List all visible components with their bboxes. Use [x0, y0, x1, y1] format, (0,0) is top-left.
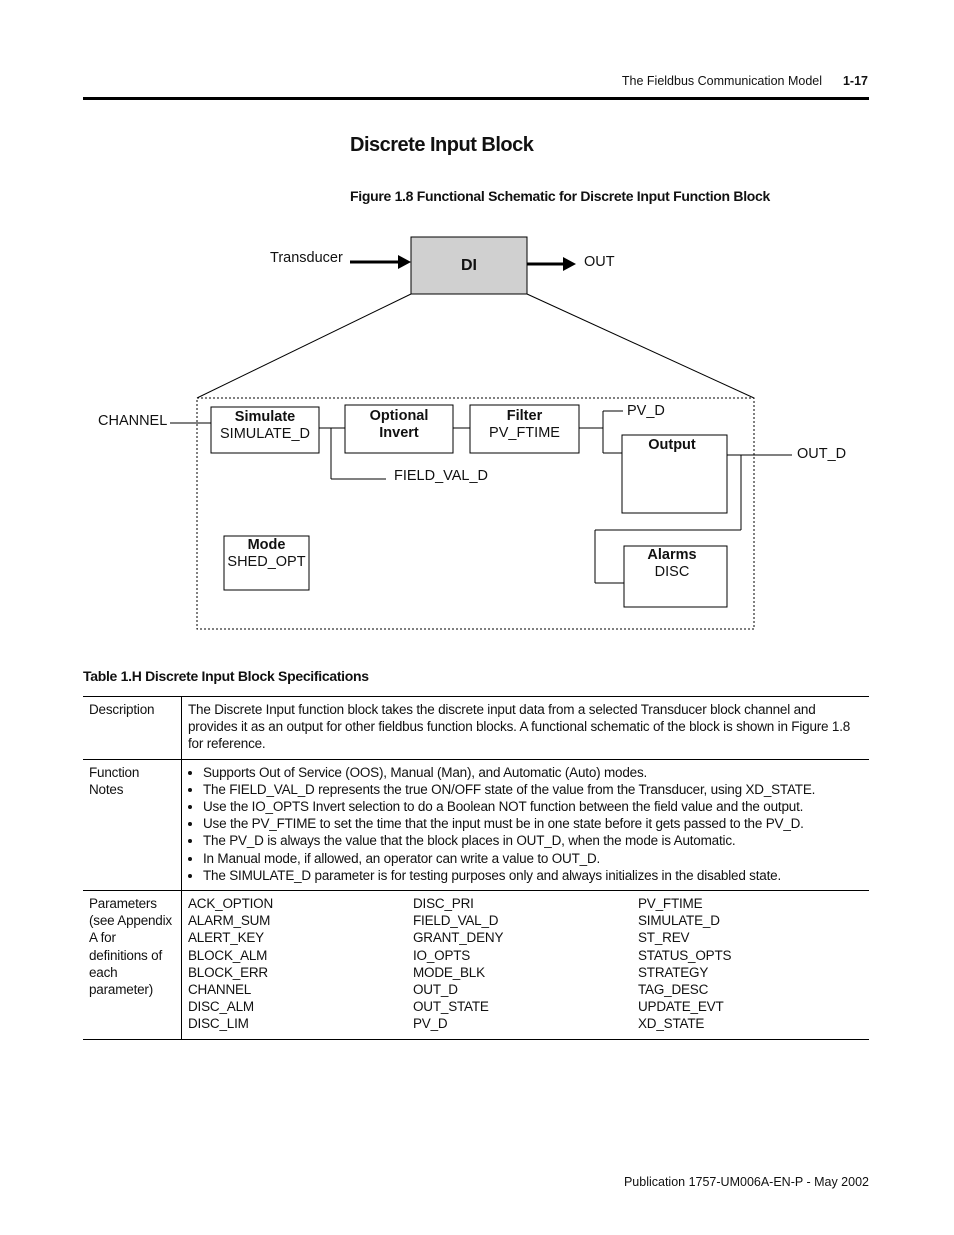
parameter-item: IO_OPTS	[413, 947, 471, 963]
mode-title: Mode	[247, 537, 286, 553]
parameter-item: UPDATE_EVT	[638, 999, 724, 1015]
parameter-item: DISC_LIM	[188, 1016, 249, 1032]
list-item: • In Manual mode, if allowed, an operator can write a value to OUT_D.	[203, 850, 863, 867]
alarms-text	[624, 547, 720, 581]
parameter-column-2	[413, 895, 638, 1033]
parameter-column-1	[188, 895, 413, 1033]
mode-text	[224, 537, 309, 571]
description-label: Description	[83, 697, 182, 760]
parameter-item: BLOCK_ALM	[188, 947, 268, 963]
function-notes-label: Function Notes	[83, 759, 182, 890]
list-item: • The PV_D is always the value that the block places in OUT_D, when the mode is Automatic.	[203, 832, 863, 849]
optional-sub: Invert	[379, 425, 419, 441]
pv-d-label: PV_D	[627, 403, 665, 419]
parameter-item: STRATEGY	[638, 964, 709, 980]
di-block-label: DI	[461, 257, 477, 274]
list-item: • Use the PV_FTIME to set the time that the input must be in one state before it gets passed to the PV_D.	[203, 815, 863, 832]
running-header: The Fieldbus Communication Model	[621, 74, 822, 88]
parameter-item: OUT_D	[413, 982, 458, 998]
parameter-item: ACK_OPTION	[188, 896, 274, 912]
list-item: • The SIMULATE_D parameter is for testing purposes only and always initializes in the disabled state.	[203, 867, 863, 884]
parameter-item: ST_REV	[638, 930, 690, 946]
alarms-title: Alarms	[647, 547, 697, 563]
header-rule	[83, 97, 869, 100]
filter-text	[470, 408, 579, 442]
section-title: Discrete Input Block	[350, 134, 534, 156]
parameters-label: Parameters (see Appendix A for definitions of each parameter)	[83, 891, 182, 1040]
field-val-d-label: FIELD_VAL_D	[394, 468, 489, 484]
specifications-table	[83, 696, 869, 1040]
parameter-item: CHANNEL	[188, 982, 252, 998]
parameter-item: MODE_BLK	[413, 964, 485, 980]
parameter-item: STATUS_OPTS	[638, 947, 732, 963]
list-item: • Supports Out of Service (OOS), Manual (Man), and Automatic (Auto) modes.	[203, 764, 863, 781]
simulate-title: Simulate	[234, 409, 296, 425]
simulate-text	[211, 409, 319, 443]
function-notes-cell	[182, 759, 870, 890]
discrete-input-schematic	[90, 225, 870, 645]
parameter-item: DISC_PRI	[413, 896, 474, 912]
alarms-param: DISC	[654, 564, 690, 580]
parameter-item: DISC_ALM	[188, 999, 254, 1015]
parameter-item: PV_D	[413, 1016, 448, 1032]
mode-param: SHED_OPT	[227, 554, 306, 570]
output-title: Output	[648, 437, 696, 453]
parameter-item: TAG_DESC	[638, 982, 709, 998]
function-notes-list	[188, 764, 863, 884]
list-item: • Use the IO_OPTS Invert selection to do a Boolean NOT function between the field value and the output.	[203, 798, 863, 815]
table-row-description	[83, 697, 869, 760]
figure-caption: Figure 1.8 Functional Schematic for Discrete Input Function Block	[350, 188, 771, 204]
page-number: 1-17	[842, 74, 868, 88]
parameter-item: FIELD_VAL_D	[413, 913, 499, 929]
publication-footer: Publication 1757-UM006A-EN-P - May 2002	[623, 1175, 869, 1189]
optional-title: Optional	[369, 408, 429, 424]
output-text	[622, 437, 722, 454]
parameter-columns	[188, 895, 863, 1033]
table-row-parameters	[83, 891, 869, 1040]
filter-title: Filter	[506, 408, 543, 424]
parameters-cell	[182, 891, 870, 1040]
list-item: • The FIELD_VAL_D represents the true ON/OFF state of the value from the Transducer, using XD_STATE.	[203, 781, 863, 798]
simulate-param: SIMULATE_D	[220, 426, 310, 442]
table-title: Table 1.H Discrete Input Block Specifications	[83, 668, 369, 684]
out-label: OUT	[584, 254, 615, 270]
channel-label: CHANNEL	[98, 413, 168, 429]
table-row-function-notes	[83, 759, 869, 890]
filter-param: PV_FTIME	[489, 425, 560, 441]
description-text: The Discrete Input function block takes the discrete input data from a selected Transducer block channel and provides it as an output for other fieldbus function blocks. A functional schematic of the block is shown in Figure 1.8 for reference.	[188, 702, 851, 752]
parameter-column-3	[638, 895, 863, 1033]
parameter-item: ALERT_KEY	[188, 930, 264, 946]
parameter-item: OUT_STATE	[413, 999, 489, 1015]
parameter-item: BLOCK_ERR	[188, 964, 268, 980]
parameter-item: PV_FTIME	[638, 896, 703, 912]
parameter-item: GRANT_DENY	[413, 930, 504, 946]
optional-invert-text	[345, 408, 453, 442]
parameter-item: ALARM_SUM	[188, 913, 271, 929]
transducer-label: Transducer	[270, 250, 343, 266]
parameter-item: XD_STATE	[638, 1016, 705, 1032]
out-d-label: OUT_D	[797, 446, 847, 462]
parameter-item: SIMULATE_D	[638, 913, 720, 929]
